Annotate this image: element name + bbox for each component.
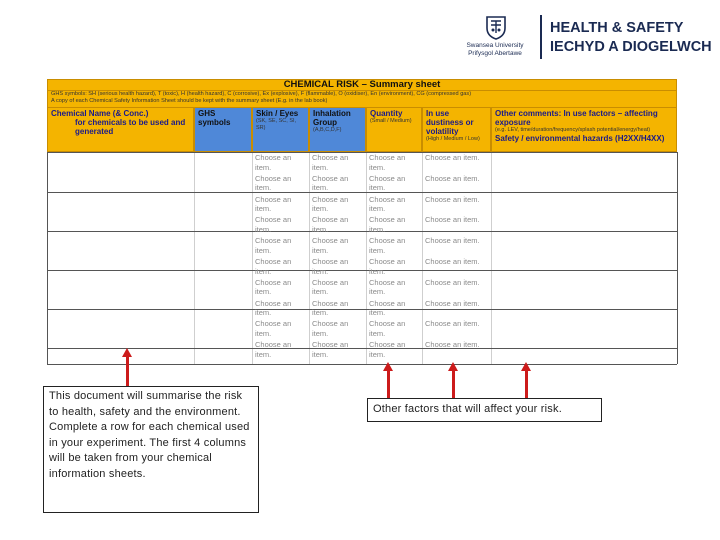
- callout-arrow-left-line: [126, 357, 129, 387]
- grid-column-line: [194, 152, 195, 364]
- grid-column-line: [677, 152, 678, 364]
- logo-divider: [540, 15, 542, 59]
- choose-item-dropdown[interactable]: Choose an item.: [312, 298, 349, 318]
- choose-item-dropdown[interactable]: Choose an item.: [425, 215, 480, 225]
- table-row-divider: [47, 364, 677, 365]
- header-other-comments: Other comments: In use factors – affecting exposure (e.g. LEV, time/duration/frequency/splash potential/energy/heat) Safety / environmental hazards (H2XX/H4XX): [491, 107, 677, 152]
- choose-item-dropdown[interactable]: Choose an item.: [425, 173, 480, 183]
- arrow-up-icon: [383, 362, 393, 371]
- choose-item-dropdown[interactable]: Choose an item.: [255, 153, 292, 172]
- grid-column-line: [309, 152, 310, 364]
- callout-other-factors: Other factors that will affect your risk.: [367, 398, 602, 422]
- callout-summary-explanation: This document will summarise the risk to health, safety and the environment. Complete a row for each chemical used in your experiment. The first 4 columns will be taken from your chemical information sheets.: [43, 386, 259, 513]
- choose-item-dropdown[interactable]: Choose an item.: [369, 215, 406, 234]
- chemical-entry-grid: [47, 152, 677, 364]
- choose-item-dropdown[interactable]: Choose an item.: [369, 194, 406, 214]
- callout-arrow-quantity-line: [387, 371, 390, 401]
- department-title-en: HEALTH & SAFETY: [550, 20, 684, 36]
- choose-item-dropdown[interactable]: Choose an item.: [255, 194, 292, 214]
- choose-item-dropdown[interactable]: Choose an item.: [425, 319, 480, 329]
- grid-column-line: [366, 152, 367, 364]
- grid-column-line: [252, 152, 253, 364]
- choose-item-dropdown[interactable]: Choose an item.: [255, 236, 292, 255]
- choose-item-dropdown[interactable]: Choose an item.: [369, 277, 406, 297]
- choose-item-dropdown[interactable]: Choose an item.: [312, 194, 349, 214]
- choose-item-dropdown[interactable]: Choose an item.: [425, 340, 480, 350]
- arrow-up-icon: [521, 362, 531, 371]
- choose-item-dropdown[interactable]: Choose an item.: [255, 340, 292, 359]
- choose-item-dropdown[interactable]: Choose an item.: [425, 277, 480, 287]
- callout-arrow-comments-line: [525, 371, 528, 401]
- university-name-cy: Prifysgol Abertawe: [468, 50, 522, 57]
- arrow-up-icon: [122, 348, 132, 357]
- grid-column-line: [47, 152, 48, 364]
- university-crest-icon: [483, 14, 509, 40]
- choose-item-dropdown[interactable]: Choose an item.: [255, 215, 292, 234]
- choose-item-dropdown[interactable]: Choose an item.: [369, 298, 406, 318]
- choose-item-dropdown[interactable]: Choose an item.: [312, 319, 349, 338]
- header-dustiness-volatility: In use dustiness or volatility (High / Medium / Low): [422, 107, 491, 152]
- choose-item-dropdown[interactable]: Choose an item.: [255, 257, 292, 276]
- sheet-title: CHEMICAL RISK – Summary sheet: [283, 79, 441, 90]
- choose-item-dropdown[interactable]: Choose an item.: [369, 173, 406, 193]
- brand-logo: [455, 12, 712, 62]
- header-ghs-symbols: GHS symbols: [194, 107, 252, 152]
- choose-item-dropdown[interactable]: Choose an item.: [255, 319, 292, 338]
- choose-item-dropdown[interactable]: Choose an item.: [369, 153, 406, 172]
- choose-item-dropdown[interactable]: Choose an item.: [255, 277, 292, 297]
- department-title-cy: IECHYD A DIOGELWCH: [550, 39, 712, 55]
- choose-item-dropdown[interactable]: Choose an item.: [255, 173, 292, 193]
- grid-column-line: [422, 152, 423, 364]
- chemical-risk-summary-sheet: [47, 79, 677, 364]
- choose-item-dropdown[interactable]: Choose an item.: [425, 236, 480, 246]
- info-sheet-note: A copy of each Chemical Safety Information Sheet should be kept with the summary sheet (E.g. in the lab book): [51, 98, 328, 104]
- university-name-en: Swansea University: [466, 42, 524, 49]
- header-chemical-name: Chemical Name (& Conc.) for chemicals to be used and generated: [47, 107, 194, 152]
- choose-item-dropdown[interactable]: Choose an item.: [425, 194, 480, 204]
- choose-item-dropdown[interactable]: Choose an item.: [425, 153, 480, 162]
- choose-item-dropdown[interactable]: Choose an item.: [369, 236, 406, 255]
- header-quantity: Quantity (Small / Medium): [366, 107, 422, 152]
- header-inhalation-group: Inhalation Group (A,B,C,D,F): [309, 107, 366, 152]
- choose-item-dropdown[interactable]: Choose an item.: [312, 236, 349, 255]
- choose-item-dropdown[interactable]: Choose an item.: [312, 215, 349, 234]
- choose-item-dropdown[interactable]: Choose an item.: [425, 257, 480, 266]
- header-skin-eyes: Skin / Eyes (SK, SE, SC, SI, SR): [252, 107, 309, 152]
- sheet-info-bar: [47, 91, 677, 107]
- arrow-up-icon: [448, 362, 458, 371]
- choose-item-dropdown[interactable]: Choose an item.: [312, 153, 349, 172]
- choose-item-dropdown[interactable]: Choose an item.: [312, 277, 349, 297]
- ghs-legend-text: GHS symbols: SH (serious health hazard), T (toxic), H (health hazard), C (corrosive), Ex (explosive), F (flammable), O (oxidiser), En (environment), CG (compressed gas): [51, 91, 472, 97]
- choose-item-dropdown[interactable]: Choose an item.: [369, 319, 406, 338]
- choose-item-dropdown[interactable]: Choose an item.: [312, 173, 349, 193]
- choose-item-dropdown[interactable]: Choose an item.: [369, 257, 406, 276]
- choose-item-dropdown[interactable]: Choose an item.: [312, 257, 349, 276]
- callout-arrow-dustiness-line: [452, 371, 455, 401]
- choose-item-dropdown[interactable]: Choose an item.: [312, 340, 349, 359]
- choose-item-dropdown[interactable]: Choose an item.: [255, 298, 292, 318]
- grid-column-line: [491, 152, 492, 364]
- sheet-title-bar: [47, 79, 677, 91]
- choose-item-dropdown[interactable]: Choose an item.: [369, 340, 406, 359]
- choose-item-dropdown[interactable]: Choose an item.: [425, 298, 480, 308]
